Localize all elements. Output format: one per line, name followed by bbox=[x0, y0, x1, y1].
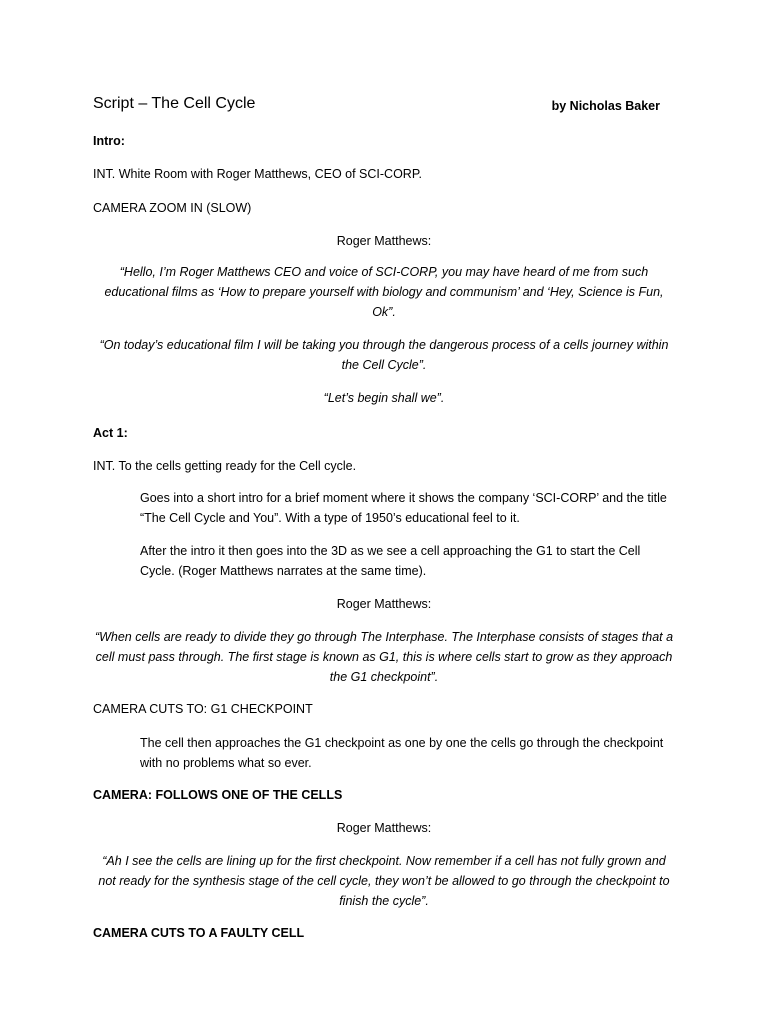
document-title: Script – The Cell Cycle bbox=[93, 95, 256, 112]
act1-speaker-name-1: Roger Matthews: bbox=[336, 597, 432, 611]
author-byline: by Nicholas Baker bbox=[551, 99, 660, 113]
act1-action-2: After the intro it then goes into the 3D as we see a cell approaching the G1 to start the Cell Cycle. (Roger Matthews narrates at the same time). bbox=[140, 544, 641, 578]
act1-camera-direction-3: CAMERA CUTS TO A FAULTY CELL bbox=[93, 926, 305, 940]
intro-dialog-1: “Hello, I’m Roger Matthews CEO and voice of SCI-CORP, you may have heard of me from such educational films as ‘How to prepare yourself with biology and communism’ and ‘Hey, Science is Fun, Ok”. bbox=[104, 265, 664, 319]
act1-action-1: Goes into a short intro for a brief moment where it shows the company ‘SCI-CORP’ and the title “The Cell Cycle and You”. With a type of 1950’s educational feel to it. bbox=[140, 491, 667, 525]
intro-camera-direction: CAMERA ZOOM IN (SLOW) bbox=[93, 201, 252, 215]
act1-dialog-2: “Ah I see the cells are lining up for the first checkpoint. Now remember if a cell has not fully grown and not ready for the synthesis stage of the cell cycle, they won’t be allowed to go through the checkpoint to finish the cycle”. bbox=[98, 854, 670, 908]
intro-scene-heading: INT. White Room with Roger Matthews, CEO of SCI-CORP. bbox=[93, 167, 423, 181]
act1-camera-direction-2: CAMERA: FOLLOWS ONE OF THE CELLS bbox=[93, 788, 343, 802]
intro-dialog-2: “On today’s educational film I will be taking you through the dangerous process of a cells journey within the Cell Cycle”. bbox=[99, 338, 669, 372]
act1-dialog-1: “When cells are ready to divide they go through The Interphase. The Interphase consists of stages that a cell must pass through. The first stage is known as G1, this is where cells start to grow as they approach the G1 checkpoint”. bbox=[94, 630, 674, 684]
act1-camera-direction-1: CAMERA CUTS TO: G1 CHECKPOINT bbox=[93, 702, 313, 716]
act1-heading: Act 1: bbox=[93, 426, 128, 440]
intro-speaker-name: Roger Matthews: bbox=[336, 234, 432, 248]
intro-heading: Intro: bbox=[93, 134, 125, 148]
act1-scene-heading: INT. To the cells getting ready for the Cell cycle. bbox=[93, 459, 357, 473]
act1-action-3: The cell then approaches the G1 checkpoint as one by one the cells go through the checkpoint with no problems what so ever. bbox=[140, 736, 664, 770]
intro-dialog-3: “Let’s begin shall we”. bbox=[323, 391, 445, 405]
act1-speaker-name-2: Roger Matthews: bbox=[336, 821, 432, 835]
